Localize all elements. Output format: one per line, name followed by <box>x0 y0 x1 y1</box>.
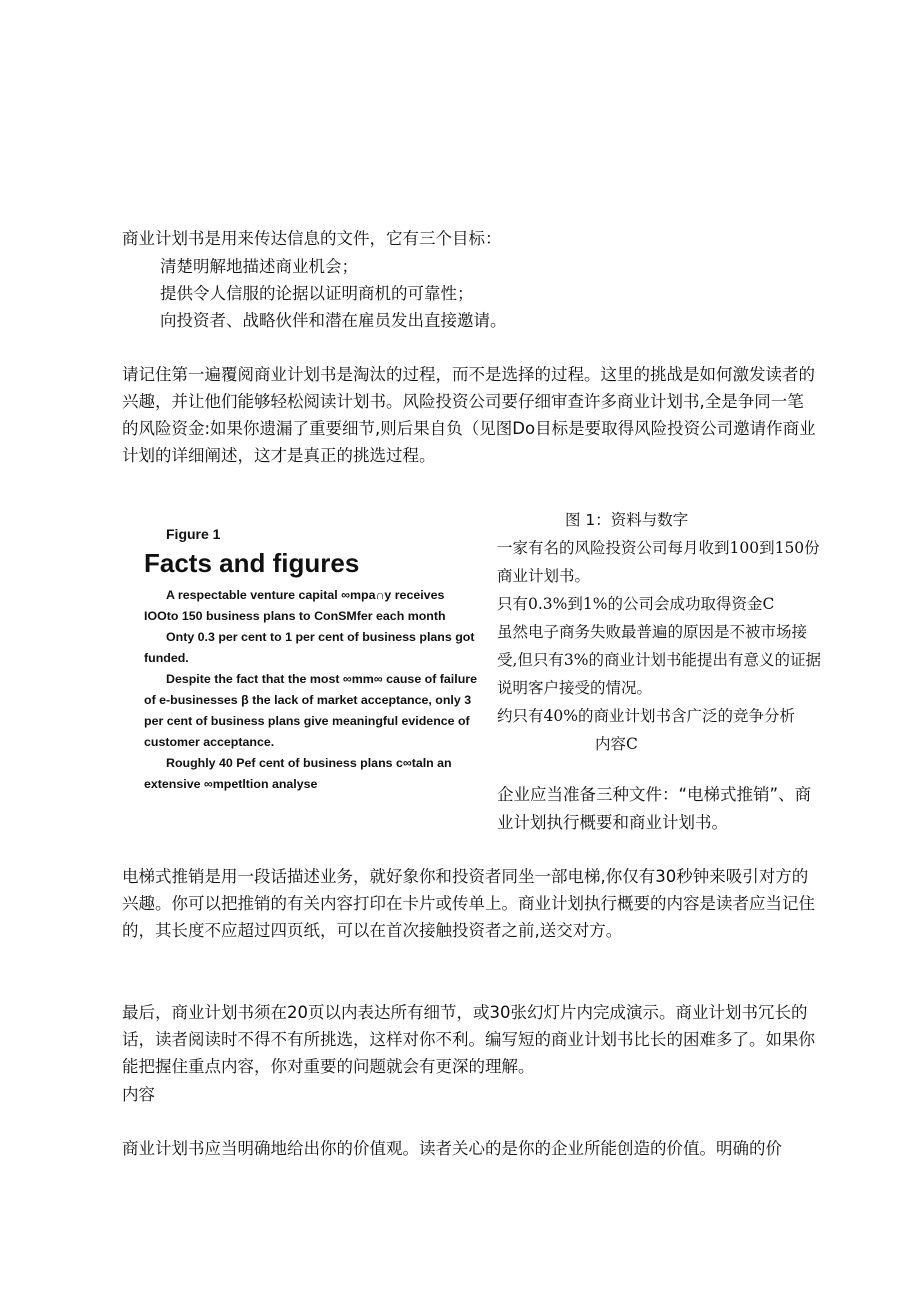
figure-paragraph: A respectable venture capital ∞mpa∩y receives IOOto 150 business plans to ConSMfer each month <box>144 588 446 623</box>
figure-cn-line: 一家有名的风险投资公司每月收到100到150份商业计划书。 <box>497 539 820 585</box>
goal-item: 向投资者、战略伙伴和潜在雇员发出直接邀请。 <box>160 311 507 330</box>
figure-cn-line: 只有0.3%到1%的公司会成功取得资金C <box>497 595 775 613</box>
goal-item: 清楚明解地描述商业机会； <box>160 257 358 276</box>
figure-chinese <box>497 506 827 758</box>
figure-cn-tail: 内容C <box>595 735 638 753</box>
paragraph-screening: 请记住第一遍覆阅商业计划书是淘汰的过程，而不是选择的过程。这里的挑战是如何激发读者的兴趣，并让他们能够轻松阅读计划书。风险投资公司要仔细审查许多商业计划书,全是争同一笔的风险资金:如果你遗漏了重要细节,则后果自负（见图Do目标是要取得风险投资公司邀请作商业计划的详细阐述，这才是真正的挑选过程。 <box>122 365 816 465</box>
paragraph-value: 商业计划书应当明确地给出你的价值观。读者关心的是你的企业所能创造的价值。明确的价 <box>122 1139 782 1158</box>
goal-item: 提供令人信服的论据以证明商机的可靠性； <box>160 284 474 303</box>
documents-note: 企业应当准备三种文件：“电梯式推销”、商业计划执行概要和商业计划书。 <box>497 785 812 832</box>
figure-paragraph: Despite the fact that the most ∞mm∞ cause of failure of e-businesses β the lack of market acceptance, only 3 per cent of business plans give meaningful evidence of customer acceptance. <box>144 672 477 749</box>
figure-english <box>144 525 479 795</box>
figure-paragraph: Onty 0.3 per cent to 1 per cent of business plans got funded. <box>144 630 475 665</box>
paragraph-elevator: 电梯式推销是用一段话描述业务，就好象你和投资者同坐一部电梯,你仅有30秒钟来吸引对方的兴趣。你可以把推销的有关内容打印在卡片或传单上。商业计划执行概要的内容是读者应当记住的，其长度不应超过四页纸，可以在首次接触投资者之前,送交对方。 <box>122 867 815 940</box>
intro-lead: 商业计划书是用来传达信息的文件，它有三个目标： <box>122 229 502 248</box>
paragraph-length: 最后，商业计划书须在20页以内表达所有细节，或30张幻灯片内完成演示。商业计划书冗长的话，读者阅读时不得不有所挑选，这样对你不利。编写短的商业计划书比长的困难多了。如果你能把握住重点内容，你对重要的问题就会有更深的理解。 <box>122 1003 815 1076</box>
figure-cn-title: 图 1：资料与数字 <box>565 511 689 529</box>
figure-paragraph: Roughly 40 Pef cent of business plans c∞taln an extensive ∞mpetltion analyse <box>144 756 452 791</box>
figure-cn-line: 约只有40%的商业计划书含广泛的竞争分析 <box>497 707 795 725</box>
figure-cn-line: 虽然电子商务失败最普遍的原因是不被市场接受,但只有3%的商业计划书能提出有意义的证据说明客户接受的情况。 <box>497 623 822 697</box>
figure-title: Facts and figures <box>144 548 360 578</box>
section-heading: 内容 <box>122 1085 155 1104</box>
figure-label: Figure 1 <box>166 526 221 542</box>
